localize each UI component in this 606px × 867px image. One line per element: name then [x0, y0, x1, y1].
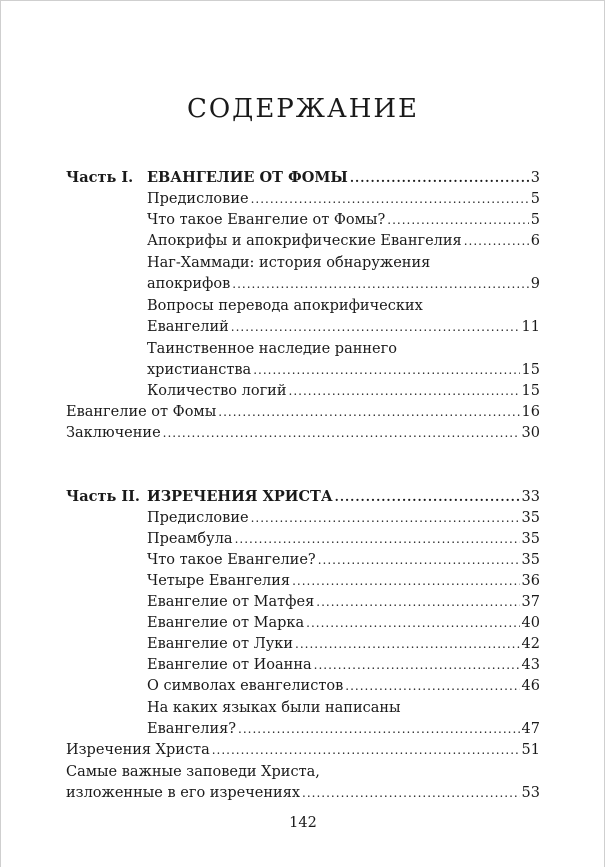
toc-entry-label: Евангелие от Фомы [66, 404, 217, 420]
toc-entry-page: 3 [530, 170, 540, 186]
leader-dots [306, 613, 519, 633]
toc-entry-page: 35 [521, 531, 540, 547]
toc-entry-page: 16 [521, 404, 540, 420]
toc-entry-label: Изречения Христа [66, 742, 210, 758]
toc-entry[interactable] [147, 592, 540, 612]
toc-entry-part1-heading[interactable] [147, 168, 540, 188]
toc-entry[interactable] [147, 719, 540, 739]
toc-entry-label: Четыре Евангелия [147, 573, 291, 589]
leader-dots [345, 676, 519, 696]
toc-entry-label: Евангелие от Марка [147, 615, 305, 631]
toc-entry-label: Евангелий [147, 319, 229, 335]
toc-entry-page: 40 [521, 615, 540, 631]
part-1-label: Часть I. [66, 169, 134, 186]
toc-entry-page: 35 [521, 510, 540, 526]
toc-entry-label: Евангелия? [147, 721, 237, 737]
toc-entry-page: 53 [521, 785, 540, 801]
leader-dots [350, 168, 529, 188]
toc-entry[interactable] [147, 634, 540, 654]
leader-dots [295, 634, 520, 654]
leader-dots [316, 592, 519, 612]
toc-entry-page: 30 [521, 425, 540, 441]
toc-entry-label: Апокрифы и апокрифические Евангелия [147, 233, 462, 249]
toc-entry-label: Евангелие от Иоанна [147, 657, 312, 673]
toc-entry[interactable] [147, 676, 540, 696]
toc-entry-page: 42 [521, 636, 540, 652]
toc-entry-page: 36 [521, 573, 540, 589]
toc-entry-page: 15 [521, 362, 540, 378]
toc-entry[interactable] [66, 783, 540, 803]
toc-entry[interactable] [147, 189, 540, 209]
toc-entry[interactable] [147, 360, 540, 380]
toc-entry-page: 33 [521, 489, 540, 505]
toc-entry-label: Что такое Евангелие от Фомы? [147, 212, 386, 228]
toc-entry[interactable] [147, 508, 540, 528]
toc-entry-part2-heading[interactable] [147, 487, 540, 507]
toc-entry-page: 47 [521, 721, 540, 737]
toc-entry-label: Количество логий [147, 383, 287, 399]
leader-dots [387, 210, 529, 230]
leader-dots [212, 740, 520, 760]
toc-entry-page: 46 [521, 678, 540, 694]
toc-entry-page: 5 [530, 191, 540, 207]
toc-entry[interactable] [147, 550, 540, 570]
toc-entry-label: Что такое Евангелие? [147, 552, 316, 568]
toc-entry[interactable] [66, 423, 540, 443]
part-2-label: Часть II. [66, 488, 140, 505]
toc-entry-page: 15 [521, 383, 540, 399]
leader-dots [292, 571, 519, 591]
leader-dots [231, 317, 520, 337]
toc-entry[interactable] [147, 613, 540, 633]
leader-dots [232, 274, 528, 294]
toc-entry-page: 6 [530, 233, 540, 249]
leader-dots [289, 381, 520, 401]
toc-entry-first-line: Самые важные заповеди Христа, [66, 764, 320, 780]
leader-dots [253, 360, 519, 380]
page-number: 142 [289, 815, 317, 831]
toc-entry-label: О символах евангелистов [147, 678, 344, 694]
toc-entry[interactable] [66, 740, 540, 760]
toc-entry-label: Евангелие от Матфея [147, 594, 315, 610]
toc-entry-first-line: Наг-Хаммади: история обнаружения [147, 255, 431, 271]
toc-entry-label: изложенные в его изречениях [66, 785, 301, 801]
toc-entry[interactable] [147, 571, 540, 591]
toc-entry[interactable] [147, 274, 540, 294]
toc-entry-label: Евангелие от Луки [147, 636, 294, 652]
toc-entry-first-line: Таинственное наследие раннего [147, 341, 397, 357]
page-top-edge [0, 0, 604, 1]
toc-entry[interactable] [147, 210, 540, 230]
toc-entry-label: ИЗРЕЧЕНИЯ ХРИСТА [147, 488, 333, 505]
toc-entry[interactable] [147, 231, 540, 251]
leader-dots [314, 655, 520, 675]
toc-entry-first-line: Вопросы перевода апокрифических [147, 298, 423, 314]
leader-dots [235, 529, 520, 549]
toc-entry-label: Заключение [66, 425, 161, 441]
page-right-edge [604, 0, 605, 867]
toc-entry-label: христианства [147, 362, 252, 378]
toc-entry-page: 9 [530, 276, 540, 292]
toc-entry-page: 35 [521, 552, 540, 568]
toc-entry[interactable] [147, 529, 540, 549]
toc-entry[interactable] [147, 655, 540, 675]
leader-dots [318, 550, 520, 570]
toc-entry-page: 37 [521, 594, 540, 610]
leader-dots [163, 423, 520, 443]
leader-dots [218, 402, 519, 422]
toc-entry-page: 11 [521, 319, 540, 335]
leader-dots [302, 783, 520, 803]
leader-dots [335, 487, 520, 507]
leader-dots [238, 719, 520, 739]
page-title: СОДЕРЖАНИЕ [186, 94, 420, 124]
toc-entry-label: апокрифов [147, 276, 231, 292]
toc-entry-first-line: На каких языках были написаны [147, 700, 401, 716]
leader-dots [251, 508, 520, 528]
toc-entry-label: Преамбула [147, 531, 233, 547]
toc-entry-page: 5 [530, 212, 540, 228]
page-left-edge [0, 0, 1, 867]
toc-entry-page: 51 [521, 742, 540, 758]
toc-entry-page: 43 [521, 657, 540, 673]
toc-entry[interactable] [147, 381, 540, 401]
toc-entry[interactable] [147, 317, 540, 337]
toc-entry-label: Предисловие [147, 191, 249, 207]
toc-entry-label: Предисловие [147, 510, 249, 526]
leader-dots [464, 231, 529, 251]
toc-entry-label: ЕВАНГЕЛИЕ ОТ ФОМЫ [147, 169, 348, 186]
leader-dots [251, 189, 529, 209]
toc-entry[interactable] [66, 402, 540, 422]
